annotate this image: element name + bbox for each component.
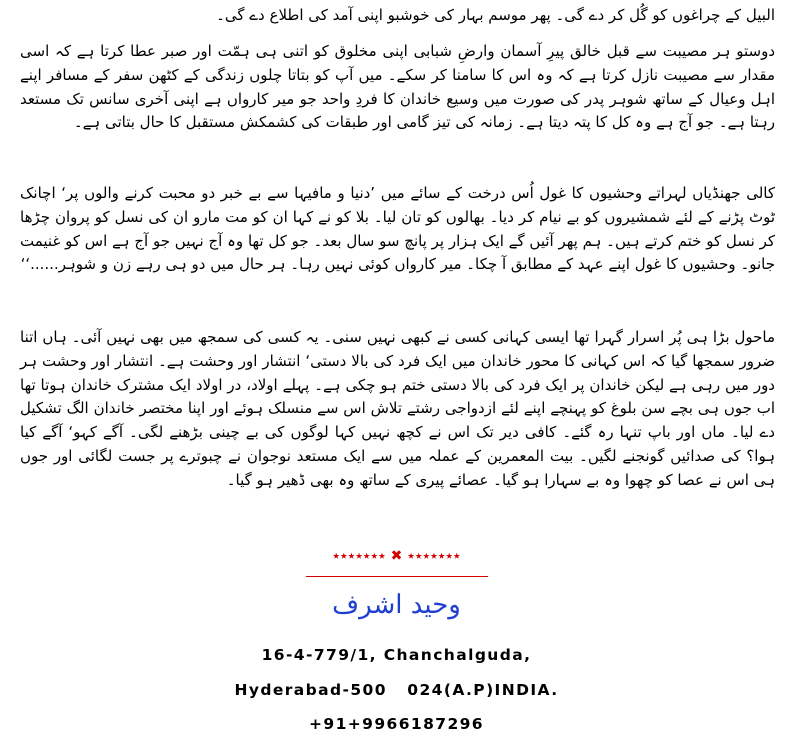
author-signature: وحید اشرف	[332, 590, 461, 620]
paragraph-third: کالی جھنڈیاں لہراتے وحشیوں کا غول اُس درخت کے سائے میں ’دنیا و مافیہا سے بے خبر دو محبت کرنے والوں پر‘ اچانک ٹوٹ پڑنے کے لئے شمشیروں کو بے نیام کر دیا۔ بھالوں کو تان لیا۔ بلا کو نے کہا ان کو مت مارو ان کی نسل کو پروان چڑھا کر نسل کو ختم کرتے ہیں۔ ہم پھر آئیں گے ایک ہزار پر پانچ سو سال بعد۔ جو کل تھا وہ آج نہیں جو آج ہے اس کو غنیمت جانو۔ وحشیوں کا غول اپنے عہد کے مطابق آ چکا۔ میر کارواں کوئی نہیں رہا۔ ہر حال میں دو ہی رہے زن و شوہر......‘‘	[20, 184, 775, 274]
address-line-2: Hyderabad-500 024(A.P)INDIA.	[234, 681, 559, 699]
paragraph-opening: البیل کے چراغوں کو گُل کر دے گی۔ پھر موسم بہار کی خوشبو اپنی آمد کی اطلاع دے گی۔	[216, 6, 775, 24]
ornamental-separator: ٭٭٭٭٭٭٭ ✖ ٭٭٭٭٭٭٭	[332, 548, 461, 564]
address-line-1: 16-4-779/1, Chanchalguda,	[261, 646, 532, 664]
phone-number: +91+9966187296	[309, 715, 484, 733]
paragraph-second: دوستو ہر مصیبت سے قبل خالق پیرِ آسمان وارضِ شبابی اپنی مخلوق کو اتنی ہی ہمّت اور صبر عطا کرتا ہے کہ اسی مقدار سے مصیبت نازل کرتا ہے کہ وہ اس کا سامنا کر سکے۔ میں آپ کو بتاتا چلوں زندگی کے کٹھن سفر کے مسافر اپنے اہل وعیال کے ساتھ شوہر پدر کی صورت میں وسیع خاندان کا فردِ واحد جو میر کارواں ہے اپنی آخری سانس تک مستعد رہتا ہے۔ جو آج ہے وہ کل کا پتہ دیتا ہے۔ زمانہ کی تیز گامی اور طبقات کی کشمکش مستقبل کا حال بتاتی ہے۔	[20, 42, 775, 132]
paragraph-fourth: ماحول بڑا ہی پُر اسرار گہرا تھا ایسی کہانی کسی نے کبھی نہیں سنی۔ یہ کسی کی سمجھ میں بھی نہیں آئی۔ ہاں اتنا ضرور سمجھا گیا کہ اس کہانی کا محور خاندان میں ایک فرد کی بالا دستی‘ انتشار اور وحشت ہے۔ انتشار اور وحشت ہر دور میں رہی ہے لیکن خاندان پر ایک فرد کی بالا دستی ختم ہو چکی ہے۔ پہلے اولاد، در اولاد ایک مشترک خاندان ہوتا تھا اب جوں ہی بچے سن بلوغ کو پہنچے اپنے لئے ازدواجی رشتے تلاش اس سے منسلک ہوئے اور اپنا مختصر خاندان الگ تشکیل دے لیا۔ ماں اور باپ تنہا رہ گئے۔ کافی دیر تک اس نے کچھ نہیں کہا لوگوں کی بے چینی بڑھنے لگی۔ آگے کہو‘ آگے کیا ہوا؟ کی صدائیں گونجنے لگیں۔ بیت المعمرین کے عملہ میں سے ایک مستعد نوجوان نے چبوترے پر جست لگائی اور جوں ہی اس نے عصا کو چھوا وہ بے سہارا ہو گیا۔ عصائے پیری کے ساتھ وہ بھی ڈھیر ہو گیا۔	[20, 328, 775, 489]
separator-underline	[306, 576, 488, 577]
